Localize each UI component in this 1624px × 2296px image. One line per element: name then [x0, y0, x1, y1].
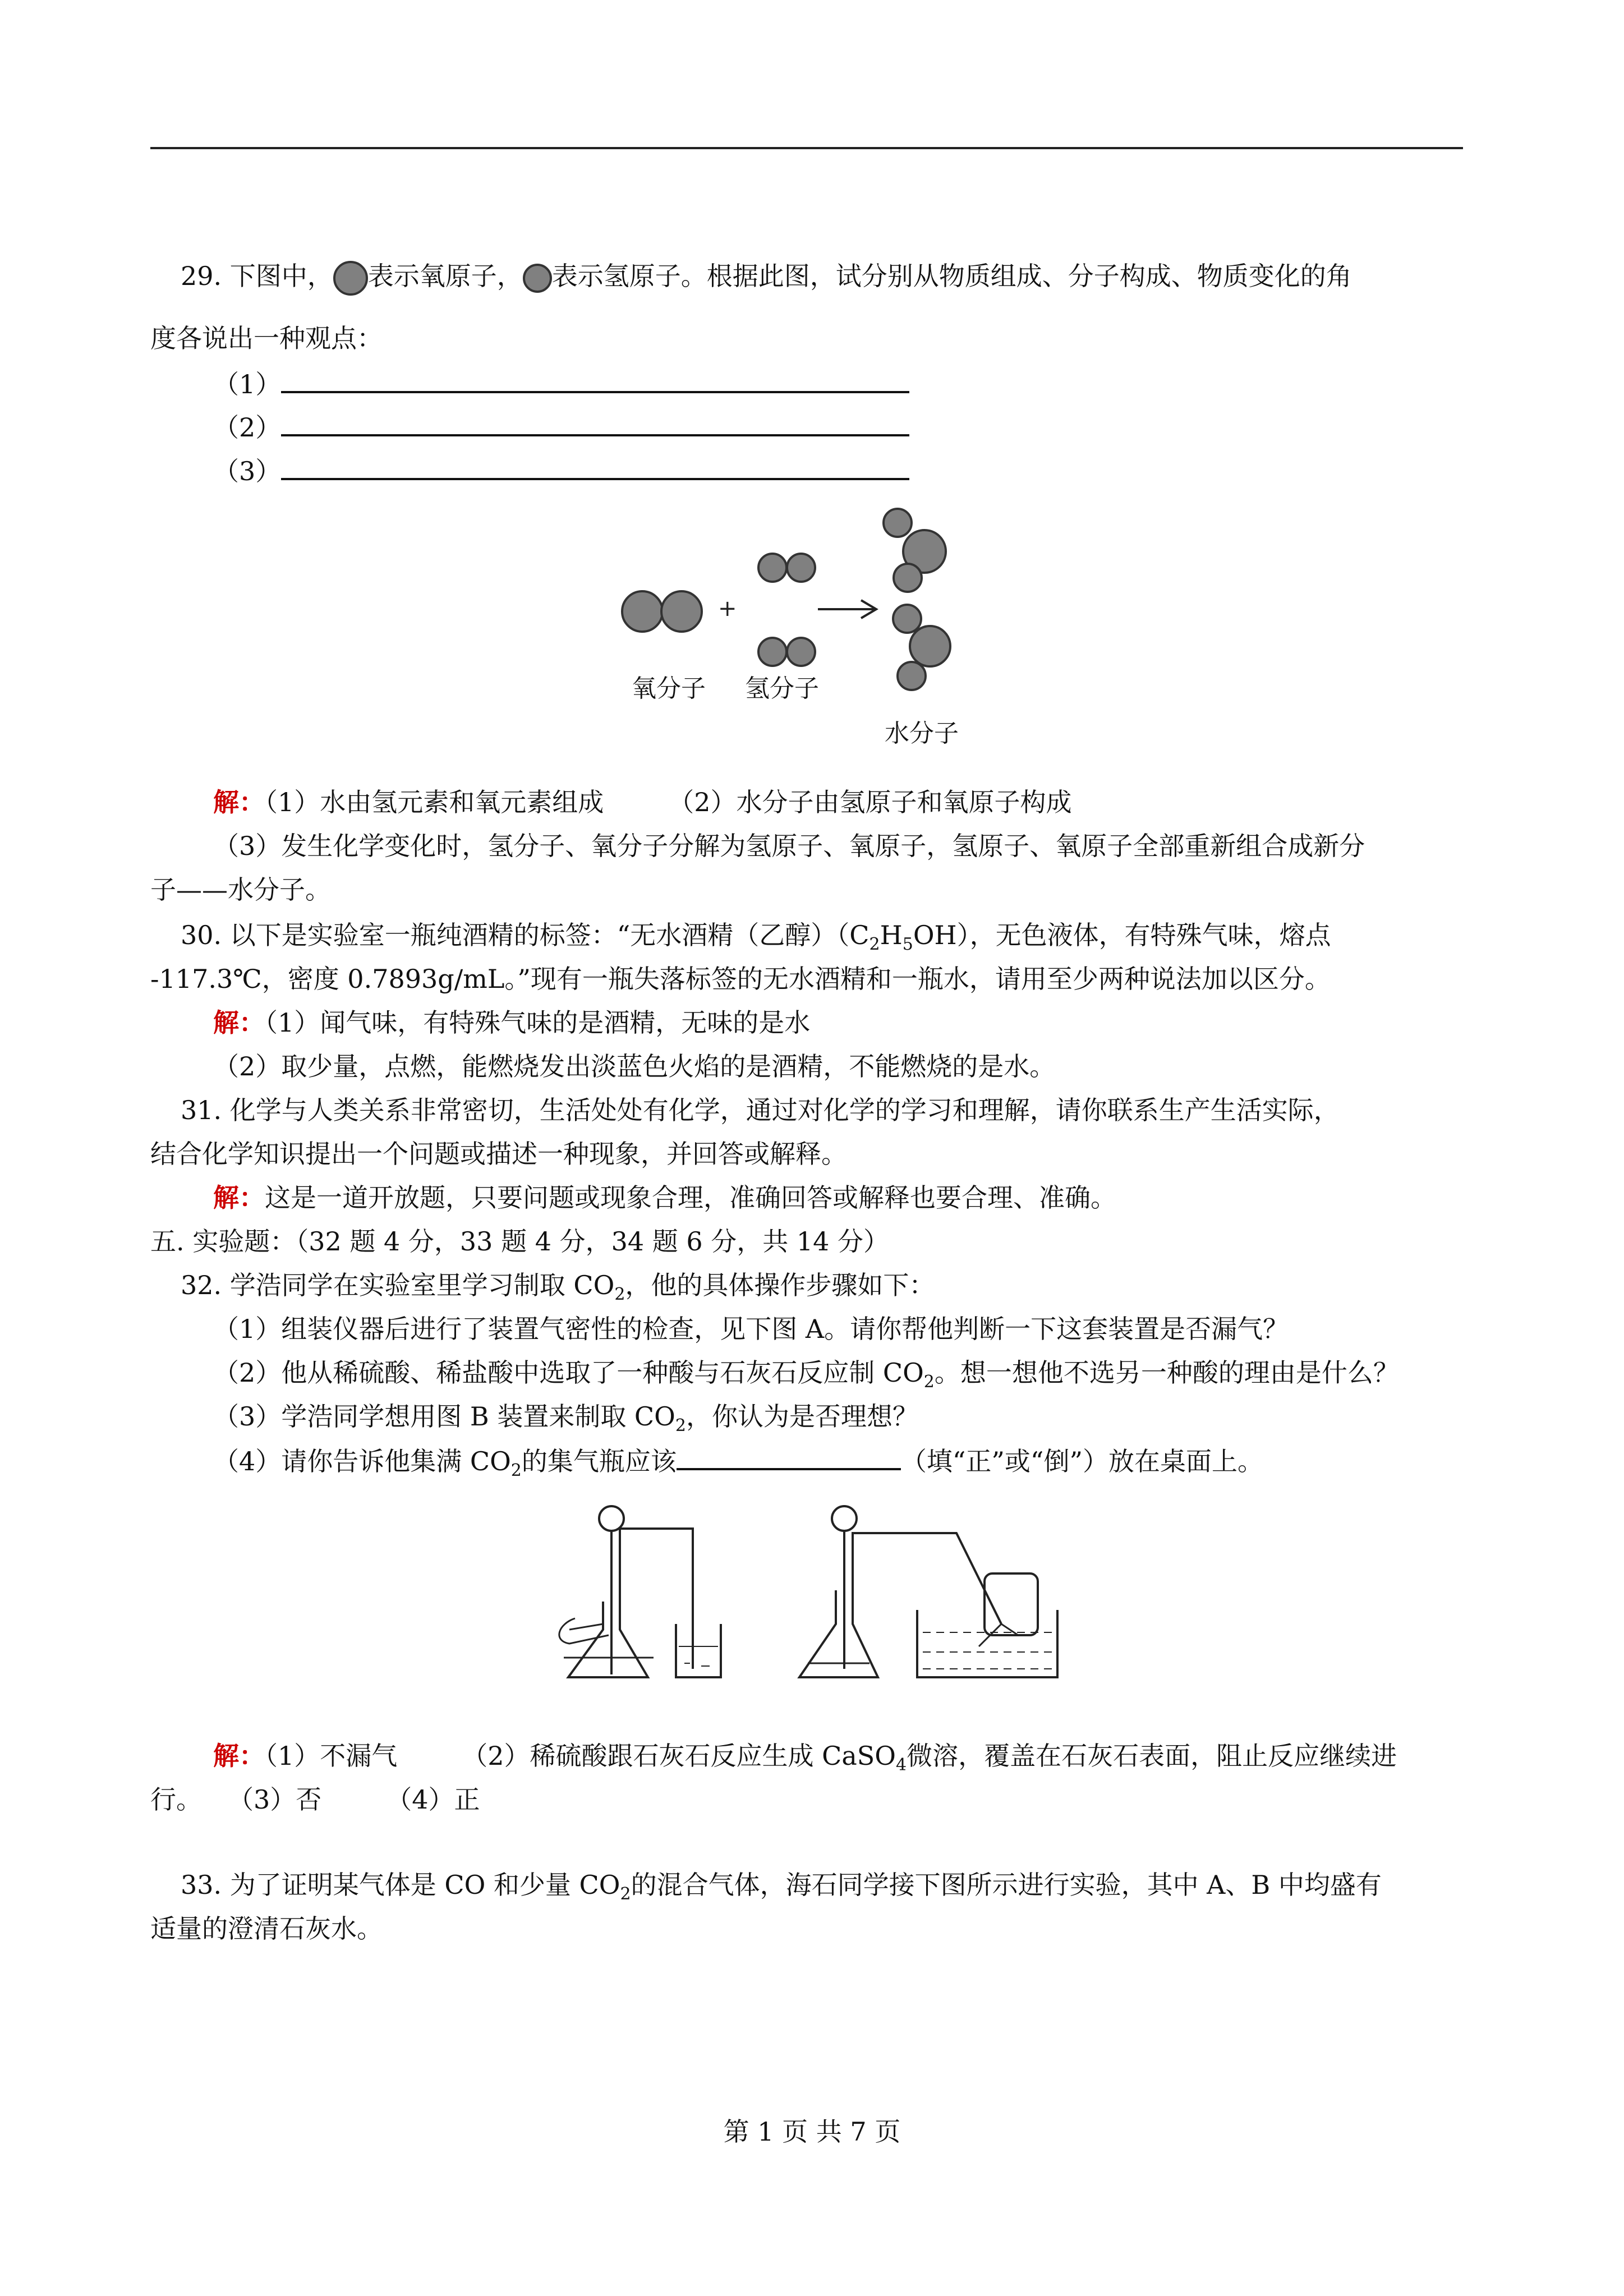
header-rule: [150, 147, 1463, 149]
q30-line1: 30. 以下是实验室一瓶纯酒精的标签：“无水酒精（乙醇）$(C_2H_5OH)$，无色液体，有特殊气味，熔点: [181, 920, 1331, 954]
water-trough: [917, 1610, 1057, 1677]
molecule-reaction-diagram: [606, 499, 999, 757]
q32-solution-line2: 行。 （3）否 （4）正: [150, 1784, 480, 1815]
q30-line2: -117.3℃，密度 0.7893g/mL。”现有一瓶失落标签的无水酒精和一瓶水，请用至少两种说法加以区分。: [150, 964, 1331, 994]
q31-solution-line1: 解：这是一道开放题，只要问题或现象合理，准确回答或解释也要合理、准确。: [213, 1182, 1116, 1213]
section-heading: 五. 实验题：（32 题 4 分，33 题 4 分，34 题 6 分，共 14 分）: [150, 1226, 890, 1257]
q32-item4: （4）请你告诉他集满 $CO_2$的集气瓶应该 （填“正”或“倒”）放在桌面上。: [213, 1443, 1263, 1488]
apparatus-figure: [553, 1489, 1085, 1703]
apparatus-a: [559, 1506, 721, 1677]
q32-item2: （2）他从稀硫酸、稀盐酸中选取了一种酸与石灰石反应制 $CO_2$。想一想他不选另一种酸的理由是什么？: [213, 1358, 1399, 1392]
oxygen-atom-legend-icon: [333, 261, 368, 296]
answer-blank[interactable]: [677, 1443, 901, 1470]
oxygen-atom: [622, 591, 663, 632]
apparatus-b: [799, 1506, 1057, 1677]
dropper-bulb: [832, 1506, 857, 1531]
oxygen-atom: [661, 591, 702, 632]
q29-answer-blank-1: （1）: [213, 366, 909, 401]
answer-blank[interactable]: [281, 366, 909, 393]
hydrogen-atom: [758, 638, 786, 666]
plus-sign: +: [718, 596, 737, 622]
q29-line2: 度各说出一种观点：: [150, 323, 383, 353]
q32-solution-line1: 解：（1）不漏气 （2）稀硫酸跟石灰石反应生成 CaSO$_4$微溶，覆盖在石灰石表面，阻止反应继续进: [213, 1741, 1397, 1775]
q32-line1: 32. 学浩同学在实验室里学习制取 $CO_2$，他的具体操作步骤如下：: [181, 1270, 935, 1304]
q30-solution-line1: 解：（1）闻气味，有特殊气味的是酒精，无味的是水: [213, 1007, 811, 1038]
delivery-tube: [853, 1533, 1001, 1624]
q29-line1: 29. 下图中， 表示氧原子， 表示氢原子。根据此图，试分别从物质组成、分子构成、物质变化的角: [181, 259, 1352, 296]
hydrogen-atom: [893, 605, 921, 633]
page-footer: 第 1 页 共 7 页: [723, 2116, 901, 2147]
reaction-arrow-icon: [818, 600, 876, 618]
q31-line2: 结合化学知识提出一个问题或描述一种现象，并回答或解释。: [150, 1139, 847, 1169]
beaker: [676, 1624, 721, 1677]
answer-blank[interactable]: [281, 409, 909, 436]
q29-answer-blank-3: （3）: [213, 453, 909, 488]
q29-solution-line2: （3）发生化学变化时，氢分子、氧分子分解为氢原子、氧原子，氢原子、氧原子全部重新组合成新分: [213, 831, 1365, 861]
q29-solution-line3: 子——水分子。: [150, 875, 331, 905]
dropper-bulb: [599, 1506, 624, 1531]
hydrogen-atom: [898, 662, 926, 690]
label-oxygen-molecule: 氧分子: [632, 674, 706, 703]
q29-answer-blank-2: （2）: [213, 409, 909, 444]
q30-solution-line2: （2）取少量，点燃，能燃烧发出淡蓝色火焰的是酒精，不能燃烧的是水。: [213, 1051, 1056, 1082]
q33-line1: 33. 为了证明某气体是 CO 和少量 $CO_2$的混合气体，海石同学接下图所示进行实验，其中 A、B 中均盛有: [181, 1870, 1382, 1904]
q31-line1: 31. 化学与人类关系非常密切，生活处处有化学，通过对化学的学习和理解，请你联系生产生活实际，: [181, 1095, 1340, 1125]
hydrogen-atom: [787, 554, 815, 582]
conical-flask: [568, 1602, 648, 1677]
hydrogen-atom: [787, 638, 815, 666]
label-hydrogen-molecule: 氢分子: [745, 674, 819, 703]
q32-item1: （1）组装仪器后进行了装置气密性的检查，见下图 A。请你帮他判断一下这套装置是否漏气？: [213, 1314, 1289, 1344]
q33-line2: 适量的澄清石灰水。: [150, 1913, 383, 1944]
hydrogen-atom: [884, 509, 912, 537]
q29-solution-line1: 解：（1）水由氢元素和氧元素组成 （2）水分子由氢原子和氧原子构成: [213, 787, 1072, 817]
conical-flask: [799, 1590, 878, 1677]
answer-blank[interactable]: [281, 453, 909, 480]
hydrogen-atom: [758, 554, 786, 582]
label-water-molecule: 水分子: [885, 719, 959, 748]
hydrogen-atom-legend-icon: [523, 264, 552, 293]
oxygen-atom: [910, 626, 950, 666]
hydrogen-atom: [894, 564, 922, 592]
q32-item3: （3）学浩同学想用图 B 装置来制取 $CO_2$，你认为是否理想？: [213, 1401, 918, 1435]
